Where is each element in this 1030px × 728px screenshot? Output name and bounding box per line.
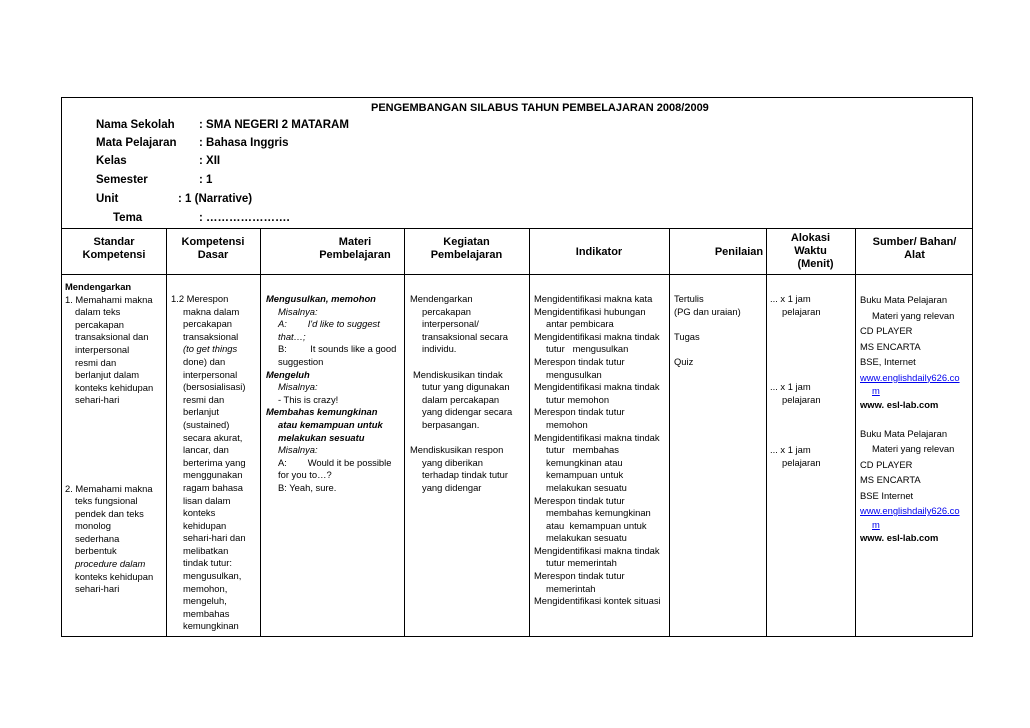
info-value-semester: : 1: [199, 174, 213, 186]
kegiatan-line: terhadap tindak tutur: [422, 469, 508, 481]
indikator-line: melakukan sesuatu: [546, 532, 627, 544]
indikator-line: memohon: [546, 418, 588, 430]
alokasi-line: [770, 432, 821, 445]
alokasi-line: [770, 331, 821, 344]
kompetensi-line: makna dalam: [183, 305, 240, 317]
standar-line: berlanjut dalam: [75, 369, 140, 381]
kegiatan-line: yang diberikan: [422, 456, 483, 468]
kompetensi-line: lisan dalam: [183, 494, 231, 506]
kompetensi-line: done) dan: [183, 355, 226, 367]
materi-line: B: Yeah, sure.: [278, 481, 337, 493]
sumber-line: Materi yang relevan: [872, 309, 955, 321]
kompetensi-line: membahas: [183, 607, 230, 619]
column-divider: [166, 228, 167, 636]
kompetensi-line: berlanjut: [183, 406, 219, 418]
indikator-line: memerintah: [546, 582, 596, 594]
penilaian-line: [674, 343, 741, 356]
standar-line: konteks kehidupan: [75, 381, 154, 393]
kompetensi-line: percakapan: [183, 318, 232, 330]
kegiatan-line: Mendiskusikan respon: [410, 444, 504, 456]
header-kompetensi-dasar: Kompetensi Dasar: [181, 236, 245, 261]
materi-line: melakukan sesuatu: [278, 431, 365, 443]
standar-line: transaksional dan: [75, 331, 149, 343]
info-label-semester: Semester: [96, 174, 148, 186]
indikator-line: Merespon tindak tutur: [534, 406, 625, 418]
column-indikator: [534, 293, 661, 608]
materi-line: A: I'd like to suggest: [278, 318, 380, 330]
column-sumber: [860, 293, 960, 545]
standar-line: Mendengarkan: [65, 281, 132, 292]
standar-line: [65, 432, 153, 445]
indikator-line: Mengidentifikasi makna tindak: [534, 544, 660, 556]
penilaian-line: (PG dan uraian): [674, 305, 741, 317]
indikator-line: Mengidentifikasi kontek situasi: [534, 595, 661, 607]
syllabus-document: [61, 97, 973, 637]
kegiatan-line: transaksional secara: [422, 330, 508, 342]
indikator-line: tutur membahas: [546, 444, 619, 456]
alokasi-line: [770, 356, 821, 369]
column-materi: [266, 293, 396, 495]
column-standar-kompetensi: [65, 281, 153, 596]
kompetensi-line: memohon,: [183, 582, 228, 594]
alokasi-line: [770, 419, 821, 432]
alokasi-line: [770, 369, 821, 382]
kompetensi-line: ragam bahasa: [183, 481, 243, 493]
standar-line: [65, 407, 153, 420]
kompetensi-line: (sustained): [183, 418, 230, 430]
column-kegiatan: [410, 293, 512, 495]
sumber-line: www. esl-lab.com: [860, 398, 939, 410]
materi-line: Membahas kemungkinan: [266, 406, 378, 418]
alokasi-line: pelajaran: [782, 393, 821, 405]
penilaian-line: [674, 318, 741, 331]
materi-line: Misalnya:: [278, 444, 318, 456]
sumber-line: Materi yang relevan: [872, 443, 955, 454]
kompetensi-line: (to get things: [183, 343, 238, 355]
standar-line: [65, 420, 153, 433]
indikator-line: kemampuan untuk: [546, 469, 624, 481]
info-value-unit: : 1 (Narrative): [178, 193, 253, 205]
header-indikator: Indikator: [575, 246, 623, 258]
indikator-line: Merespon tindak tutur: [534, 494, 625, 506]
column-divider: [766, 228, 767, 636]
header-penilaian: Penilaian: [714, 246, 764, 258]
column-divider: [529, 228, 530, 636]
kegiatan-line: individu.: [422, 343, 457, 355]
kegiatan-line: [410, 432, 512, 445]
column-divider: [669, 228, 670, 636]
kompetensi-line: berterima yang: [183, 456, 246, 468]
alokasi-line: [770, 343, 821, 356]
indikator-line: membahas kemungkinan: [546, 507, 651, 519]
standar-line: pendek dan teks: [75, 507, 144, 519]
kegiatan-line: dalam percakapan: [422, 393, 500, 405]
header-materi: Materi Pembelajaran: [319, 236, 391, 261]
header-standar-kompetensi: Standar Kompetensi: [82, 236, 146, 261]
materi-line: Misalnya:: [278, 381, 318, 393]
column-penilaian: [674, 293, 741, 369]
standar-line: sederhana: [75, 532, 120, 544]
kompetensi-line: menggunakan: [183, 469, 243, 481]
materi-line: - This is crazy!: [278, 393, 339, 405]
kegiatan-line: interpersonal/: [422, 318, 479, 330]
standar-line: 2. Memahami makna: [65, 482, 153, 494]
standar-line: [65, 457, 153, 470]
alokasi-line: ... x 1 jam: [770, 444, 811, 456]
header-bottom-border: [62, 274, 972, 275]
sumber-line: MS ENCARTA: [860, 340, 921, 352]
info-label-theme: Tema: [113, 212, 143, 224]
indikator-line: tutur memerintah: [546, 557, 617, 569]
penilaian-line: Tertulis: [674, 293, 704, 304]
alokasi-line: ... x 1 jam: [770, 381, 811, 393]
indikator-line: mengusulkan: [546, 368, 602, 380]
indikator-line: Mengidentifikasi makna tindak: [534, 431, 660, 443]
kompetensi-line: tindak tutur:: [183, 557, 232, 569]
kompetensi-line: sehari-hari dan: [183, 532, 246, 544]
header-sumber: Sumber/ Bahan/ Alat: [872, 236, 957, 261]
standar-line: dalam teks: [75, 306, 121, 318]
sumber-line: Buku Mata Pelajaran: [860, 427, 948, 439]
alokasi-line: pelajaran: [782, 305, 821, 317]
sumber-line: www. esl-lab.com: [860, 532, 939, 543]
indikator-line: Merespon tindak tutur: [534, 355, 625, 367]
indikator-line: Mengidentifikasi hubungan: [534, 305, 646, 317]
sumber-link[interactable]: www.englishdaily626.co: [860, 371, 960, 383]
sumber-link[interactable]: www.englishdaily626.co: [860, 505, 960, 516]
info-label-school: Nama Sekolah: [96, 119, 175, 131]
info-value-class: : XII: [199, 155, 221, 167]
alokasi-line: ... x 1 jam: [770, 293, 811, 304]
sumber-line: BSE, Internet: [860, 356, 916, 367]
header-alokasi: Alokasi Waktu (Menit): [790, 232, 834, 270]
indikator-line: melakukan sesuatu: [546, 481, 627, 493]
kegiatan-line: yang didengar secara: [422, 406, 513, 418]
kegiatan-line: tutur yang digunakan: [422, 381, 510, 393]
table-top-border: [62, 228, 972, 229]
standar-line: sehari-hari: [75, 583, 120, 595]
column-divider: [855, 228, 856, 636]
sumber-line: CD PLAYER: [860, 325, 913, 336]
materi-line: atau kemampuan untuk: [278, 418, 383, 430]
penilaian-line: Tugas: [674, 330, 700, 342]
column-divider: [404, 228, 405, 636]
indikator-line: Mengidentifikasi makna tindak: [534, 381, 660, 393]
alokasi-line: [770, 318, 821, 331]
info-label-class: Kelas: [96, 155, 127, 167]
info-value-theme: : ………………….: [199, 212, 290, 224]
sumber-link[interactable]: m: [872, 385, 880, 396]
indikator-line: Mengidentifikasi makna tindak: [534, 330, 660, 342]
kompetensi-line: resmi dan: [183, 393, 225, 405]
indikator-line: Mengidentifikasi makna kata: [534, 293, 653, 304]
kompetensi-line: secara akurat,: [183, 431, 243, 443]
materi-line: Misalnya:: [278, 305, 318, 317]
materi-line: Mengusulkan, memohon: [266, 293, 376, 304]
column-divider: [260, 228, 261, 636]
materi-line: for you to…?: [278, 469, 332, 481]
standar-line: teks fungsional: [75, 495, 138, 507]
info-value-school: : SMA NEGERI 2 MATARAM: [199, 119, 349, 131]
materi-line: Mengeluh: [266, 368, 310, 380]
kompetensi-line: lancar, dan: [183, 444, 229, 456]
standar-line: [65, 445, 153, 458]
info-value-subject: : Bahasa Inggris: [199, 137, 289, 149]
kompetensi-line: konteks: [183, 507, 216, 519]
kegiatan-line: [410, 356, 512, 369]
kompetensi-line: 1.2 Merespon: [171, 293, 229, 304]
standar-line: procedure dalam: [75, 558, 146, 570]
sumber-line: BSE Internet: [860, 489, 914, 501]
kompetensi-line: kehidupan: [183, 519, 227, 531]
info-label-subject: Mata Pelajaran: [96, 137, 177, 149]
materi-line: that…;: [278, 330, 306, 342]
standar-line: resmi dan: [75, 356, 117, 368]
indikator-line: tutur memohon: [546, 393, 610, 405]
sumber-line: MS ENCARTA: [860, 474, 921, 485]
alokasi-line: pelajaran: [782, 456, 821, 468]
sumber-line: Buku Mata Pelajaran: [860, 294, 948, 305]
sumber-line: CD PLAYER: [860, 458, 913, 470]
sumber-link[interactable]: m: [872, 518, 880, 530]
standar-line: 1. Memahami makna: [65, 293, 153, 305]
standar-line: percakapan: [75, 318, 124, 330]
sumber-line: [860, 411, 960, 425]
indikator-line: atau kemampuan untuk: [546, 519, 647, 531]
kompetensi-line: interpersonal: [183, 368, 238, 380]
materi-line: A: Would it be possible: [278, 456, 392, 468]
indikator-line: Merespon tindak tutur: [534, 570, 625, 582]
standar-line: berbentuk: [75, 545, 117, 557]
kompetensi-line: kemungkinan: [183, 620, 239, 632]
column-kompetensi-dasar: [171, 293, 246, 633]
materi-line: suggestion: [278, 355, 324, 367]
kegiatan-line: Mendiskusikan tindak: [413, 368, 503, 380]
kegiatan-line: yang didengar: [422, 481, 482, 493]
kompetensi-line: mengusulkan,: [183, 570, 242, 582]
kegiatan-line: Mendengarkan: [410, 293, 473, 304]
standar-line: sehari-hari: [75, 394, 120, 406]
column-alokasi: [770, 293, 821, 469]
kegiatan-line: berpasangan.: [422, 418, 480, 430]
standar-line: [65, 470, 153, 483]
document-title: PENGEMBANGAN SILABUS TAHUN PEMBELAJARAN 2008/2009: [371, 102, 709, 114]
materi-line: B: It sounds like a good: [278, 343, 397, 355]
header-kegiatan: Kegiatan Pembelajaran: [430, 236, 503, 261]
indikator-line: antar pembicara: [546, 318, 614, 330]
penilaian-line: Quiz: [674, 355, 694, 367]
alokasi-line: [770, 406, 821, 419]
standar-line: konteks kehidupan: [75, 570, 154, 582]
standar-line: interpersonal: [75, 343, 130, 355]
kompetensi-line: transaksional: [183, 330, 239, 342]
kompetensi-line: (bersosialisasi): [183, 381, 246, 393]
info-label-unit: Unit: [96, 193, 119, 205]
kompetensi-line: mengeluh,: [183, 595, 227, 607]
standar-line: monolog: [75, 520, 111, 532]
kegiatan-line: percakapan: [422, 305, 471, 317]
indikator-line: kemungkinan atau: [546, 456, 623, 468]
kompetensi-line: melibatkan: [183, 544, 229, 556]
indikator-line: tutur mengusulkan: [546, 343, 629, 355]
